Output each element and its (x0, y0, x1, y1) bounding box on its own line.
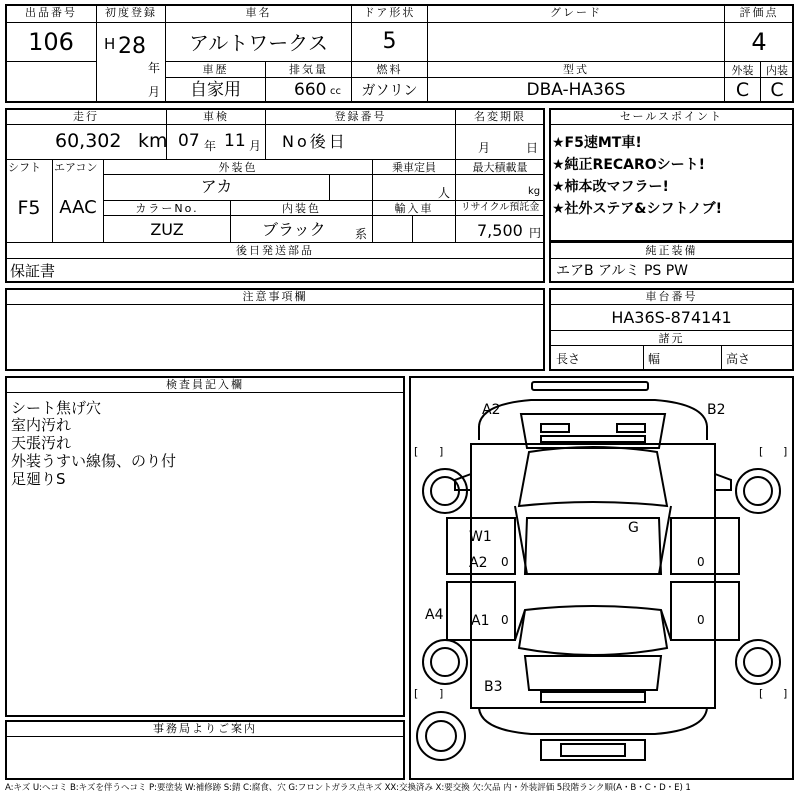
sales-points-box (549, 108, 794, 242)
mark-front-right: B2 (707, 402, 726, 418)
inspection-label: 車検 (203, 110, 229, 123)
color-no-label: カラーNo. (135, 202, 199, 215)
exterior-label: 外装 (731, 64, 754, 77)
score: 4 (751, 28, 767, 56)
name-change-month: 月 (478, 141, 491, 155)
fuel: ガソリン (361, 83, 418, 99)
inspector-note-2: 室内汚れ (11, 416, 72, 434)
bracket-right-rear-close: ] (783, 687, 788, 700)
recycle-unit: 円 (529, 226, 542, 240)
mark-door-front-2: A2 (469, 555, 488, 571)
car-name-label: 車名 (245, 6, 272, 19)
ac-label: エアコン (54, 161, 98, 174)
interior-color-suffix: 系 (355, 227, 368, 241)
sales-point-4: ★社外ステア&シフトノブ! (552, 201, 723, 217)
sales-point-3: ★柿本改マフラー! (552, 179, 669, 195)
mark-door-front-zero: 0 (501, 555, 509, 569)
mileage-unit: km (138, 130, 168, 152)
dimension-height: 高さ (726, 352, 751, 366)
displacement-label: 排気量 (289, 63, 328, 76)
displacement-unit: cc (330, 86, 341, 97)
mileage-label: 走行 (73, 110, 99, 123)
lot-number: 106 (28, 28, 74, 56)
inspector-note-1: シート焦げ穴 (11, 399, 102, 417)
interior-color-label: 内装色 (282, 202, 321, 215)
displacement: 660 (294, 80, 327, 100)
sales-points-label: セールスポイント (619, 110, 723, 123)
name-change-label: 名変期限 (474, 110, 526, 123)
doors: 5 (382, 29, 397, 54)
dimensions-label: 諸元 (658, 332, 685, 345)
load-unit: kg (528, 186, 541, 197)
ac: AAC (59, 197, 97, 218)
plate-number: No後日 (282, 132, 348, 151)
bracket-right-front-close: ] (783, 445, 788, 458)
bracket-right-front-open: [ (759, 445, 764, 458)
inspection-year-unit: 年 (204, 139, 217, 153)
inspection-year: 07 (178, 131, 200, 151)
color-no: ZUZ (150, 220, 184, 239)
dimension-width: 幅 (648, 352, 661, 366)
mark-left-side: A4 (425, 607, 444, 623)
plate-label: 登録番号 (334, 110, 387, 123)
car-outline-drawing (411, 378, 792, 778)
exterior-color: アカ (200, 177, 233, 196)
inspection-month-unit: 月 (249, 139, 262, 153)
capacity-label: 乗車定員 (392, 161, 436, 174)
month-unit: 月 (148, 85, 161, 99)
mark-door-rear-zero: 0 (501, 613, 509, 627)
inspection-month: 11 (224, 131, 246, 151)
sales-point-1: ★F5速MT車! (552, 135, 642, 151)
inspector-label: 検査員記入欄 (166, 378, 244, 391)
dimension-length: 長さ (556, 352, 581, 366)
sales-point-2: ★純正RECAROシート! (552, 157, 706, 173)
bracket-right-rear-open: [ (759, 687, 764, 700)
first-reg-year: 28 (118, 34, 146, 59)
name-change-day: 日 (526, 141, 539, 155)
interior-color: ブラック (262, 220, 326, 239)
chassis-number: HA36S-874141 (611, 308, 732, 327)
equipment-label: 純正装備 (645, 244, 698, 257)
exterior-grade: C (735, 79, 750, 101)
year-unit: 年 (148, 61, 161, 75)
recycle-label: リサイクル預託金 (460, 202, 540, 213)
bracket-left-rear-open: [ (414, 687, 419, 700)
equipment-value: エアB アルミ PS PW (556, 263, 689, 279)
load-label: 最大積載量 (472, 161, 528, 174)
chassis-label: 車台番号 (645, 290, 698, 303)
grade-label: グレード (550, 6, 602, 19)
mark-rear-left: B3 (484, 679, 503, 695)
capacity-unit: 人 (438, 186, 451, 200)
score-label: 評価点 (739, 6, 779, 19)
interior-label: 内装 (766, 64, 788, 77)
interior-grade: C (770, 79, 784, 101)
era: H (104, 35, 116, 53)
model: DBA-HA36S (526, 80, 626, 100)
fuel-label: 燃料 (376, 63, 403, 76)
lot-label: 出品番号 (25, 6, 77, 19)
mileage: 60,302 (55, 130, 122, 152)
inspector-note-5: 足廻りS (11, 470, 66, 488)
mark-door-front-1: W1 (469, 529, 492, 545)
mark-door-right-zero: 0 (697, 555, 705, 569)
car-name: アルトワークス (189, 31, 328, 55)
model-label: 型式 (563, 63, 589, 76)
inspector-note-4: 外装うすい線傷、のり付 (11, 452, 177, 470)
footer-legend: A:キズ U:ヘコミ B:キズを伴うヘコミ P:要塗装 W:補修跡 S:錆 C:腐食、穴 G:フロントガラス点キズ XX:交換済み X:要交換 欠:欠品 内・外装評価 5段階ランク順(A・B・C・D・E) 1 (5, 783, 691, 793)
caution-label: 注意事項欄 (242, 290, 308, 303)
recycle-amount: 7,500 (477, 221, 523, 240)
color-label: 外装色 (218, 161, 258, 174)
history-label: 車歴 (202, 63, 229, 76)
shift: F5 (17, 197, 41, 219)
later-parts: 保証書 (10, 262, 56, 280)
car-diagram (409, 376, 794, 780)
doors-label: ドア形状 (363, 6, 416, 19)
inspector-note-3: 天張汚れ (11, 434, 72, 452)
bracket-left-front-open: [ (414, 445, 419, 458)
office-label: 事務局よりご案内 (153, 722, 257, 735)
shift-label: シフト (8, 161, 41, 174)
mark-glass: G (628, 520, 639, 536)
mark-door-rear: A1 (471, 613, 490, 629)
first-reg-label: 初度登録 (105, 6, 157, 19)
bracket-left-front-close: ] (439, 445, 444, 458)
later-parts-label: 後日発送部品 (236, 244, 314, 257)
mark-door-rear-right-zero: 0 (697, 613, 705, 627)
import-label: 輸入車 (394, 202, 434, 215)
bracket-left-rear-close: ] (439, 687, 444, 700)
mark-front-left: A2 (482, 402, 501, 418)
history: 自家用 (190, 80, 241, 100)
